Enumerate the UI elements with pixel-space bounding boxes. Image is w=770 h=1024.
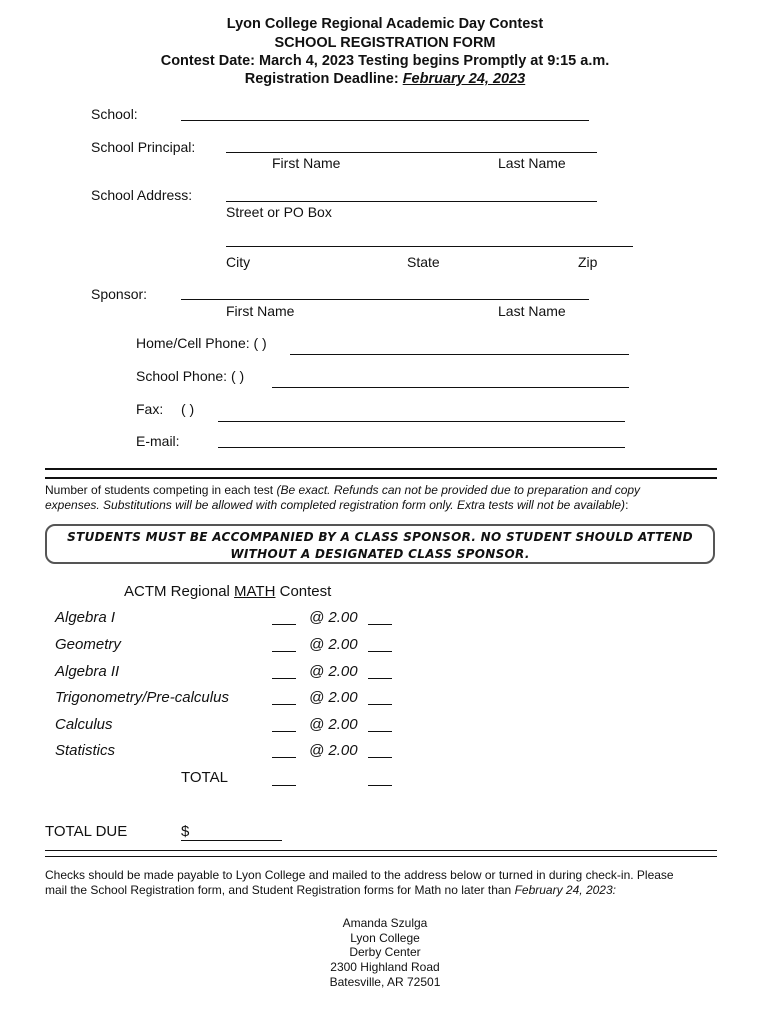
address-label: School Address: [91, 187, 193, 203]
registration-deadline [0, 71, 770, 87]
fax-input-line[interactable] [218, 421, 625, 422]
subject-amount-blank[interactable] [368, 731, 392, 732]
instructions-line-2 [45, 498, 628, 512]
contest-date: Contest Date: March 4, 2023 Testing begins Promptly at 9:15 a.m. [160, 53, 610, 69]
subject-count-blank[interactable] [272, 731, 296, 732]
email-input-line[interactable] [218, 447, 625, 448]
subject-price: @ 2.00 [309, 742, 358, 759]
school-label: School: [91, 106, 138, 122]
contest-total-label: TOTAL [181, 769, 228, 786]
subject-price: @ 2.00 [309, 609, 358, 626]
sponsor-label: Sponsor: [91, 286, 148, 302]
fax-area-code: ( ) [181, 401, 195, 417]
subject-count-blank[interactable] [272, 678, 296, 679]
subject-name: Algebra II [55, 663, 120, 680]
total-amount-blank[interactable] [368, 785, 392, 786]
subject-price: @ 2.00 [309, 663, 358, 680]
subject-amount-blank[interactable] [368, 757, 392, 758]
address-street: 2300 Highland Road [330, 960, 440, 974]
total-due-currency: $ [181, 823, 190, 840]
home-phone-label: Home/Cell Phone: ( ) [136, 335, 267, 351]
payment-text: mail the School Registration form, and Student Registration forms for Math no later than [45, 883, 515, 897]
subject-count-blank[interactable] [272, 651, 296, 652]
principal-first-name-caption: First Name [272, 155, 341, 171]
subject-amount-blank[interactable] [368, 678, 392, 679]
sponsor-notice-box [45, 524, 715, 564]
total-due-label: TOTAL DUE [45, 823, 128, 840]
zip-caption: Zip [578, 254, 598, 270]
subject-price: @ 2.00 [309, 716, 358, 733]
subject-name: Algebra I [55, 609, 116, 626]
payment-line-2 [45, 883, 616, 897]
subject-count-blank[interactable] [272, 624, 296, 625]
street-caption: Street or PO Box [226, 204, 332, 220]
subject-price: @ 2.00 [309, 689, 358, 706]
school-input-line[interactable] [181, 120, 589, 121]
subject-name: Trigonometry/Pre-calculus [55, 689, 229, 706]
school-phone-input-line[interactable] [272, 387, 629, 388]
subject-name: Geometry [55, 636, 121, 653]
address-building: Derby Center [349, 945, 421, 959]
section-divider-2 [45, 850, 717, 857]
payment-deadline: February 24, 2023: [514, 883, 616, 897]
contest-title-prefix: ACTM Regional [124, 583, 235, 600]
contest-title [124, 583, 331, 600]
principal-label: School Principal: [91, 139, 196, 155]
school-phone-label: School Phone: ( ) [136, 368, 245, 384]
notice-line-2: WITHOUT A DESIGNATED CLASS SPONSOR. [230, 547, 530, 561]
instructions-colon: : [625, 498, 629, 512]
form-subtitle: SCHOOL REGISTRATION FORM [274, 35, 496, 51]
subject-count-blank[interactable] [272, 704, 296, 705]
principal-input-line[interactable] [226, 152, 597, 153]
home-phone-input-line[interactable] [290, 354, 629, 355]
contest-title-suffix: Contest [275, 583, 332, 600]
instructions-text: Number of students competing in each test [45, 483, 277, 497]
city-state-zip-input-line[interactable] [226, 246, 633, 247]
notice-line-1: STUDENTS MUST BE ACCOMPANIED BY A CLASS SPONSOR. NO STUDENT SHOULD ATTEND [67, 530, 693, 544]
subject-amount-blank[interactable] [368, 624, 392, 625]
subject-amount-blank[interactable] [368, 704, 392, 705]
deadline-date: February 24, 2023 [402, 71, 526, 87]
instructions-line-1 [45, 483, 640, 497]
address-institution: Lyon College [350, 931, 420, 945]
payment-line-1: Checks should be made payable to Lyon College and mailed to the address below or turned in during check-in. Please [45, 868, 674, 882]
total-count-blank[interactable] [272, 785, 296, 786]
address-name: Amanda Szulga [342, 916, 428, 930]
fax-label: Fax: [136, 401, 164, 417]
subject-price: @ 2.00 [309, 636, 358, 653]
principal-last-name-caption: Last Name [498, 155, 566, 171]
sponsor-last-name-caption: Last Name [498, 303, 566, 319]
instructions-note-cont: expenses. Substitutions will be allowed with completed registration form only. Extra tests will not be available) [45, 498, 626, 512]
email-label: E-mail: [136, 433, 180, 449]
sponsor-first-name-caption: First Name [226, 303, 295, 319]
instructions-note: (Be exact. Refunds can not be provided due to preparation and copy [276, 483, 641, 497]
street-input-line[interactable] [226, 201, 597, 202]
deadline-label: Registration Deadline: [244, 71, 399, 87]
contest-title-math: MATH [234, 583, 276, 600]
state-caption: State [407, 254, 440, 270]
subject-name: Statistics [55, 742, 116, 759]
subject-count-blank[interactable] [272, 757, 296, 758]
city-caption: City [226, 254, 251, 270]
subject-amount-blank[interactable] [368, 651, 392, 652]
section-divider [45, 468, 717, 479]
sponsor-input-line[interactable] [181, 299, 589, 300]
form-title: Lyon College Regional Academic Day Contest [226, 16, 544, 32]
address-city: Batesville, AR 72501 [329, 975, 441, 989]
total-due-input-line[interactable] [181, 840, 282, 841]
subject-name: Calculus [55, 716, 113, 733]
